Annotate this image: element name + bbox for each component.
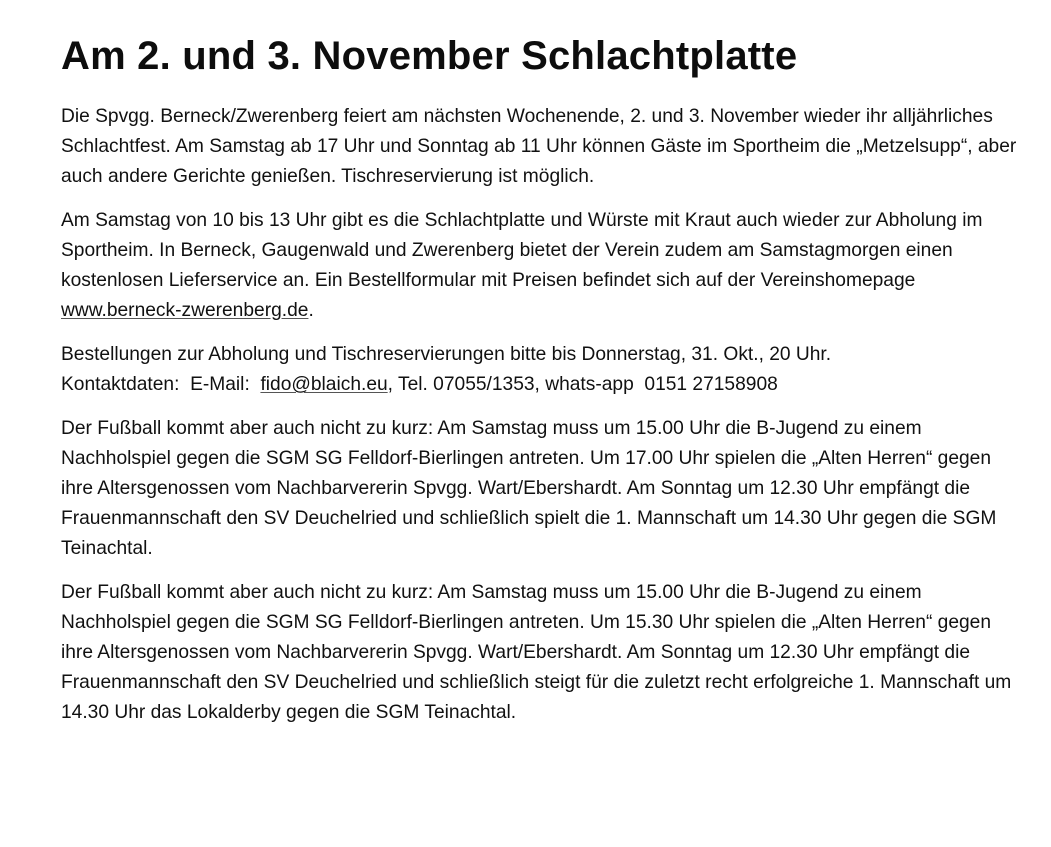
paragraph-schlachtfest: Die Spvgg. Berneck/Zwerenberg feiert am nächsten Wochenende, 2. und 3. November wieder ihr alljährliches Schlachtfest. Am Samstag ab 17 Uhr und Sonntag ab 11 Uhr können Gäste im Sportheim die „Metzelsupp“, aber auch andere Gerichte genießen. Tischreservierung ist möglich.: [61, 106, 1017, 187]
paragraph-fussball-2: Der Fußball kommt aber auch nicht zu kurz: Am Samstag muss um 15.00 Uhr die B-Jugend zu einem Nachholspiel gegen die SGM SG Felldorf-Bierlingen antreten. Um 15.30 Uhr spielen die „Alten Herren“ gegen ihre Altersgenossen vom Nachbarvererin Spvgg. Wart/Ebershardt. Am Sonntag um 12.30 Uhr empfängt die Frauenmannschaft den SV Deuchelried und schließlich steigt für die zuletzt recht erfolgreiche 1. Mannschaft um 14.30 Uhr das Lokalderby gegen die SGM Teinachtal.: [61, 582, 1012, 723]
paragraph-abholung: [61, 206, 1021, 326]
paragraph-fussball-1: Der Fußball kommt aber auch nicht zu kurz: Am Samstag muss um 15.00 Uhr die B-Jugend zu einem Nachholspiel gegen die SGM SG Felldorf-Bierlingen antreten. Um 17.00 Uhr spielen die „Alten Herren“ gegen ihre Altersgenossen vom Nachbarvererin Spvgg. Wart/Ebershardt. Am Sonntag um 12.30 Uhr empfängt die Frauenmannschaft den SV Deuchelried und schließlich spielt die 1. Mannschaft um 14.30 Uhr gegen die SGM Teinachtal.: [61, 418, 997, 559]
email-link[interactable]: fido@blaich.eu: [260, 374, 388, 395]
article: [61, 28, 1021, 742]
homepage-link[interactable]: www.berneck-zwerenberg.de: [61, 300, 309, 321]
contact-suffix: , Tel. 07055/1353, whats-app 0151 27158908: [387, 374, 778, 395]
paragraph-abholung-text: Am Samstag von 10 bis 13 Uhr gibt es die Schlachtplatte und Würste mit Kraut auch wieder zur Abholung im Sportheim. In Berneck, Gaugenwald und Zwerenberg bietet der Verein zudem am Samstagmorgen einen kostenlosen Lieferservice an. Ein Bestellformular mit Preisen befindet sich auf der Vereinshomepage: [61, 210, 983, 291]
bestellungen-line: Bestellungen zur Abholung und Tischreservierungen bitte bis Donnerstag, 31. Okt., 20 Uhr.: [61, 344, 832, 365]
paragraph-bestellungen: [61, 340, 1021, 400]
paragraph-abholung-end: .: [308, 300, 314, 321]
contact-prefix: Kontaktdaten: E-Mail:: [61, 374, 261, 395]
article-title: Am 2. und 3. November Schlachtplatte: [61, 34, 798, 78]
